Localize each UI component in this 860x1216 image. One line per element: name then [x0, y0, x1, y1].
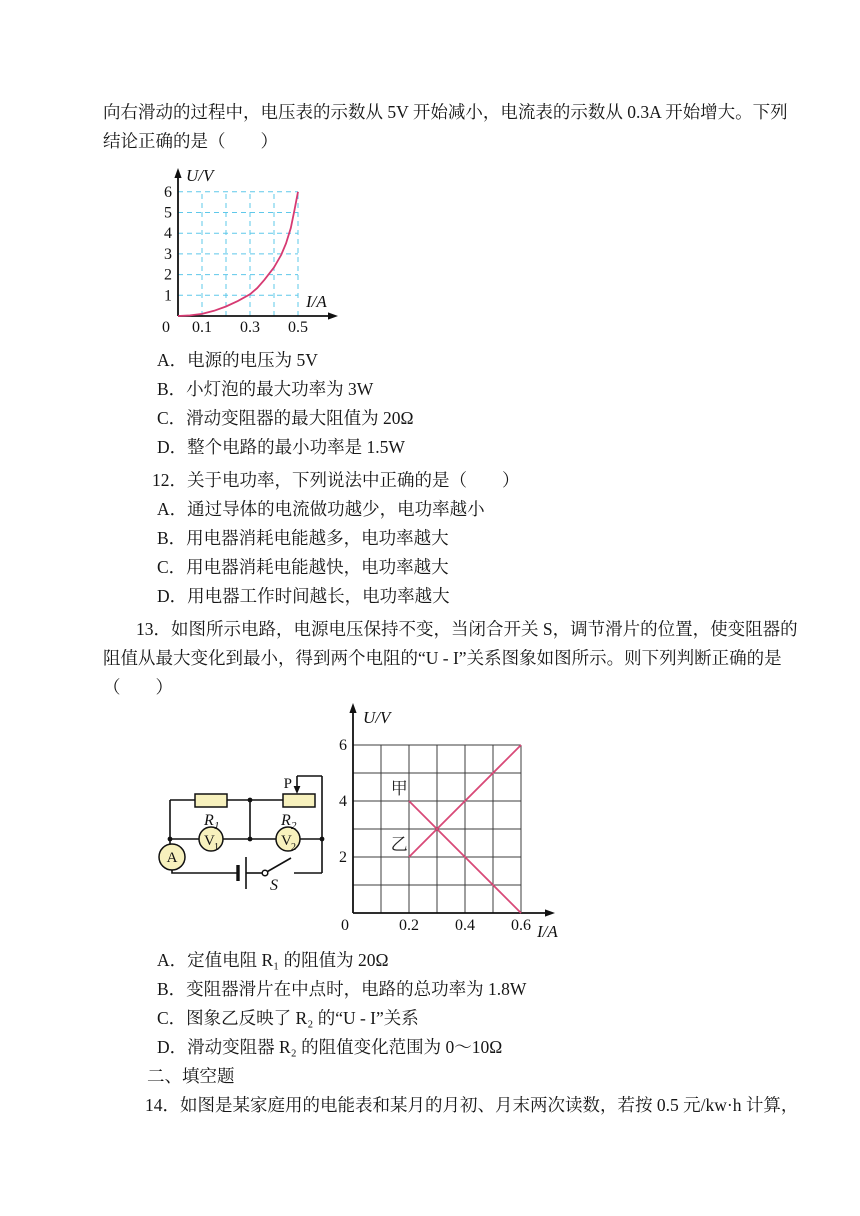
y-tick-label: 1: [164, 287, 172, 305]
x-tick-label: 0.1: [192, 319, 212, 336]
r1-label: R: [204, 812, 214, 829]
ammeter-label: A: [166, 850, 178, 866]
slider-p-label: P: [283, 776, 292, 792]
q12-option-c: C．用电器消耗电能越快，电功率越大: [157, 557, 449, 577]
y-tick-label: 2: [339, 849, 347, 866]
x-tick-label: 0.5: [288, 319, 308, 336]
switch-lever: [268, 858, 292, 872]
q12-option-a: A．通过导体的电流做功越少，电功率越小: [157, 499, 485, 519]
q13-option-d: D．滑动变阻器 R₂ 的阻值变化范围为 0～10Ω: [157, 1037, 503, 1057]
r1-label-sub: 1: [214, 820, 220, 832]
x-axis-label: I/A: [537, 922, 558, 941]
y-tick-label: 2: [164, 266, 172, 284]
question-12: [103, 466, 800, 611]
q13-option-c: C．图象乙反映了 R₂ 的“U - I”关系: [157, 1008, 419, 1028]
resistor-r1: [195, 794, 227, 807]
x-tick-label: 0.2: [399, 917, 419, 934]
y-axis-arrow-icon: [174, 168, 181, 178]
q11-stem-line-2: 结论正确的是（ ）: [103, 131, 278, 151]
y-tick-label: 4: [164, 225, 172, 243]
q13-option-a: A．定值电阻 R₁ 的阻值为 20Ω: [157, 950, 389, 970]
y-tick-label: 6: [339, 737, 347, 754]
q11-ui-chart-figure: [149, 164, 800, 338]
v1-label-sub: 1: [214, 842, 219, 853]
y-tick-label: 5: [164, 204, 172, 222]
rheostat-r2: [283, 794, 315, 807]
slider-arrow-icon: [294, 786, 301, 794]
q14-stem-line-1: 14．如图是某家庭用的电能表和某月的月初、月末两次读数，若按 0.5 元/kw·h 计算，: [145, 1095, 799, 1115]
r2-label-sub: 2: [291, 820, 297, 832]
q13-options: [103, 946, 800, 1062]
q13-stem-line-3: （ ）: [103, 677, 173, 697]
section-2-title: 二、填空题: [147, 1066, 235, 1086]
q11-stem-line-1: 向右滑动的过程中，电压表的示数从 5V 开始减小，电流表的示数从 0.3A 开始增大。下列: [103, 102, 788, 122]
q11-option-a: A．电源的电压为 5V: [157, 350, 318, 370]
annotation-甲: 甲: [390, 779, 408, 798]
q12-option-d: D．用电器工作时间越长，电功率越大: [157, 586, 450, 606]
q13-stem-line-2: 阻值从最大变化到最小，得到两个电阻的“U - I”关系图象如图所示。则下列判断正确的是: [103, 648, 782, 668]
v2-label: V: [281, 833, 292, 849]
q11-option-d: D．整个电路的最小功率是 1.5W: [157, 437, 405, 457]
question-13: [103, 615, 800, 702]
switch-pivot: [262, 870, 268, 876]
y-tick-label: 4: [339, 793, 347, 810]
origin-label: 0: [162, 319, 170, 336]
q11-option-c: C．滑动变阻器的最大阻值为 20Ω: [157, 408, 414, 428]
origin-label: 0: [341, 917, 349, 934]
y-axis-arrow-icon: [349, 703, 356, 713]
q13-figures: [103, 702, 800, 944]
r2-label: R: [281, 812, 291, 829]
q11-ui-chart: [149, 164, 349, 338]
y-axis-label: U/V: [363, 708, 391, 727]
q11-option-b: B．小灯泡的最大功率为 3W: [157, 379, 374, 399]
q11-options: [103, 346, 800, 462]
v1-label: V: [204, 833, 215, 849]
x-axis-arrow-icon: [545, 909, 555, 916]
x-tick-label: 0.3: [240, 319, 260, 336]
q13-stem-line-1: 13．如图所示电路，电源电压保持不变，当闭合开关 S，调节滑片的位置，使变阻器的: [136, 619, 798, 639]
q13-option-b: B．变阻器滑片在中点时，电路的总功率为 1.8W: [157, 979, 527, 999]
x-axis-arrow-icon: [328, 312, 338, 319]
x-tick-label: 0.4: [455, 917, 475, 934]
q13-circuit-figure: [158, 758, 340, 908]
switch-s-label: S: [270, 877, 278, 894]
q13-circuit-diagram: [158, 758, 340, 908]
x-tick-label: 0.6: [511, 917, 531, 934]
x-axis-label: I/A: [306, 292, 327, 311]
y-tick-label: 6: [164, 183, 172, 201]
q12-title: 12．关于电功率，下列说法中正确的是（ ）: [152, 470, 520, 490]
q13-ui-chart: [333, 702, 575, 944]
v2-label-sub: 2: [291, 842, 296, 853]
annotation-乙: 乙: [390, 835, 408, 854]
q12-option-b: B．用电器消耗电能越多，电功率越大: [157, 528, 449, 548]
q13-ui-chart-figure: [333, 702, 575, 944]
y-tick-label: 3: [164, 245, 172, 263]
y-axis-label: U/V: [186, 166, 214, 185]
